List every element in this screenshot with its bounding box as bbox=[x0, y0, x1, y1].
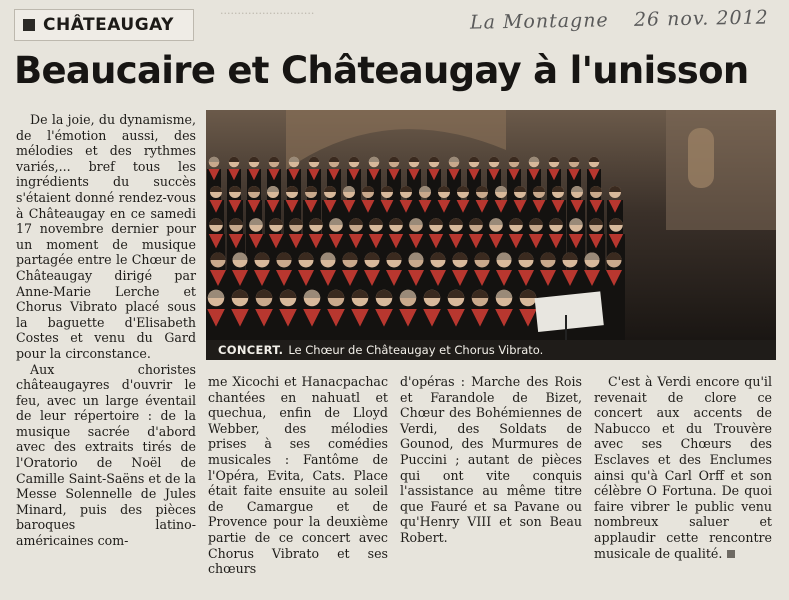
article-paragraph: De la joie, du dynamisme, de l'émotion aussi, des mélodies et des rythmes variés,... bref tous les ingrédients du succès s'étaient donné rendez-vous à Châteaugay en ce samedi 17 novembre dernier pour un moment de musique partagée entre le Chœur de Châteaugay dirigé par Anne-Marie Lerche et Chorus Vibrato placé sous la baguette d'Elisabeth Costes et venu du Gard pour la circonstance. bbox=[16, 112, 196, 361]
photo-caption bbox=[206, 340, 776, 360]
section-label: CHÂTEAUGAY bbox=[43, 15, 174, 35]
article-paragraph: me Xicochi et Hanacpachac chantées en nahuatl et quechua, enfin de Lloyd Webber, des mélodies prises à ses comédies musicales : Fantôme de l'Opéra, Evita, Cats. Place était faite ensuite au soleil de Camargue et de Provence pour la deuxième partie de ce concert avec Chorus Vibrato et ses chœurs bbox=[208, 374, 388, 577]
article-paragraph: d'opéras : Marche des Rois et Farandole de Bizet, Chœur des Bohémiennes de Verdi, des Soldats de Gounod, des Murmures de Puccini ; autant de pièces qui ont vite conquis l'assistance au même titre que Fauré et sa Pavane ou qu'Henry VIII et son Beau Robert. bbox=[400, 374, 582, 545]
article-column-3 bbox=[400, 374, 582, 546]
section-tag bbox=[14, 9, 194, 41]
article-column-2 bbox=[208, 374, 388, 577]
handwritten-source: La Montagne bbox=[469, 9, 609, 34]
headline: Beaucaire et Châteaugay à l'unisson bbox=[14, 49, 749, 92]
caption-tag: CONCERT. bbox=[218, 343, 284, 357]
section-square-icon bbox=[23, 19, 35, 31]
article-paragraph: Aux choristes châteaugayres d'ouvrir le feu, avec un large éventail de leur répertoire : de la musique sacrée d'abord avec des extraits tirés de l'Oratorio de Noël de Camille Saint-Saëns et de la Messe Solennelle de Jules Minard, puis des pièces baroques latino-américaines com- bbox=[16, 361, 196, 549]
choir-photo bbox=[206, 110, 776, 340]
end-mark-icon bbox=[727, 550, 735, 558]
bleed-through-text: ........................... bbox=[220, 4, 315, 17]
article-paragraph-text: C'est à Verdi encore qu'il revenait de clore ce concert aux accents de Nabucco et du Trouvère avec ses Chœurs des Esclaves et des Enclumes ainsi qu'à Carl Orff et son célèbre O Fortuna. De quoi faire vibrer le public venu nombreux saluer et applaudir cette rencontre musicale de qualité. bbox=[594, 374, 772, 561]
photo-block bbox=[206, 110, 776, 360]
handwritten-note bbox=[464, 5, 784, 39]
article-column-1 bbox=[16, 112, 196, 549]
article-column-4 bbox=[594, 374, 772, 561]
top-bar bbox=[14, 6, 774, 40]
article-paragraph bbox=[594, 374, 772, 561]
caption-text: Le Chœur de Châteaugay et Chorus Vibrato. bbox=[288, 343, 544, 357]
choir-photo-icon bbox=[206, 110, 776, 340]
handwritten-date: 26 nov. 2012 bbox=[633, 6, 769, 31]
